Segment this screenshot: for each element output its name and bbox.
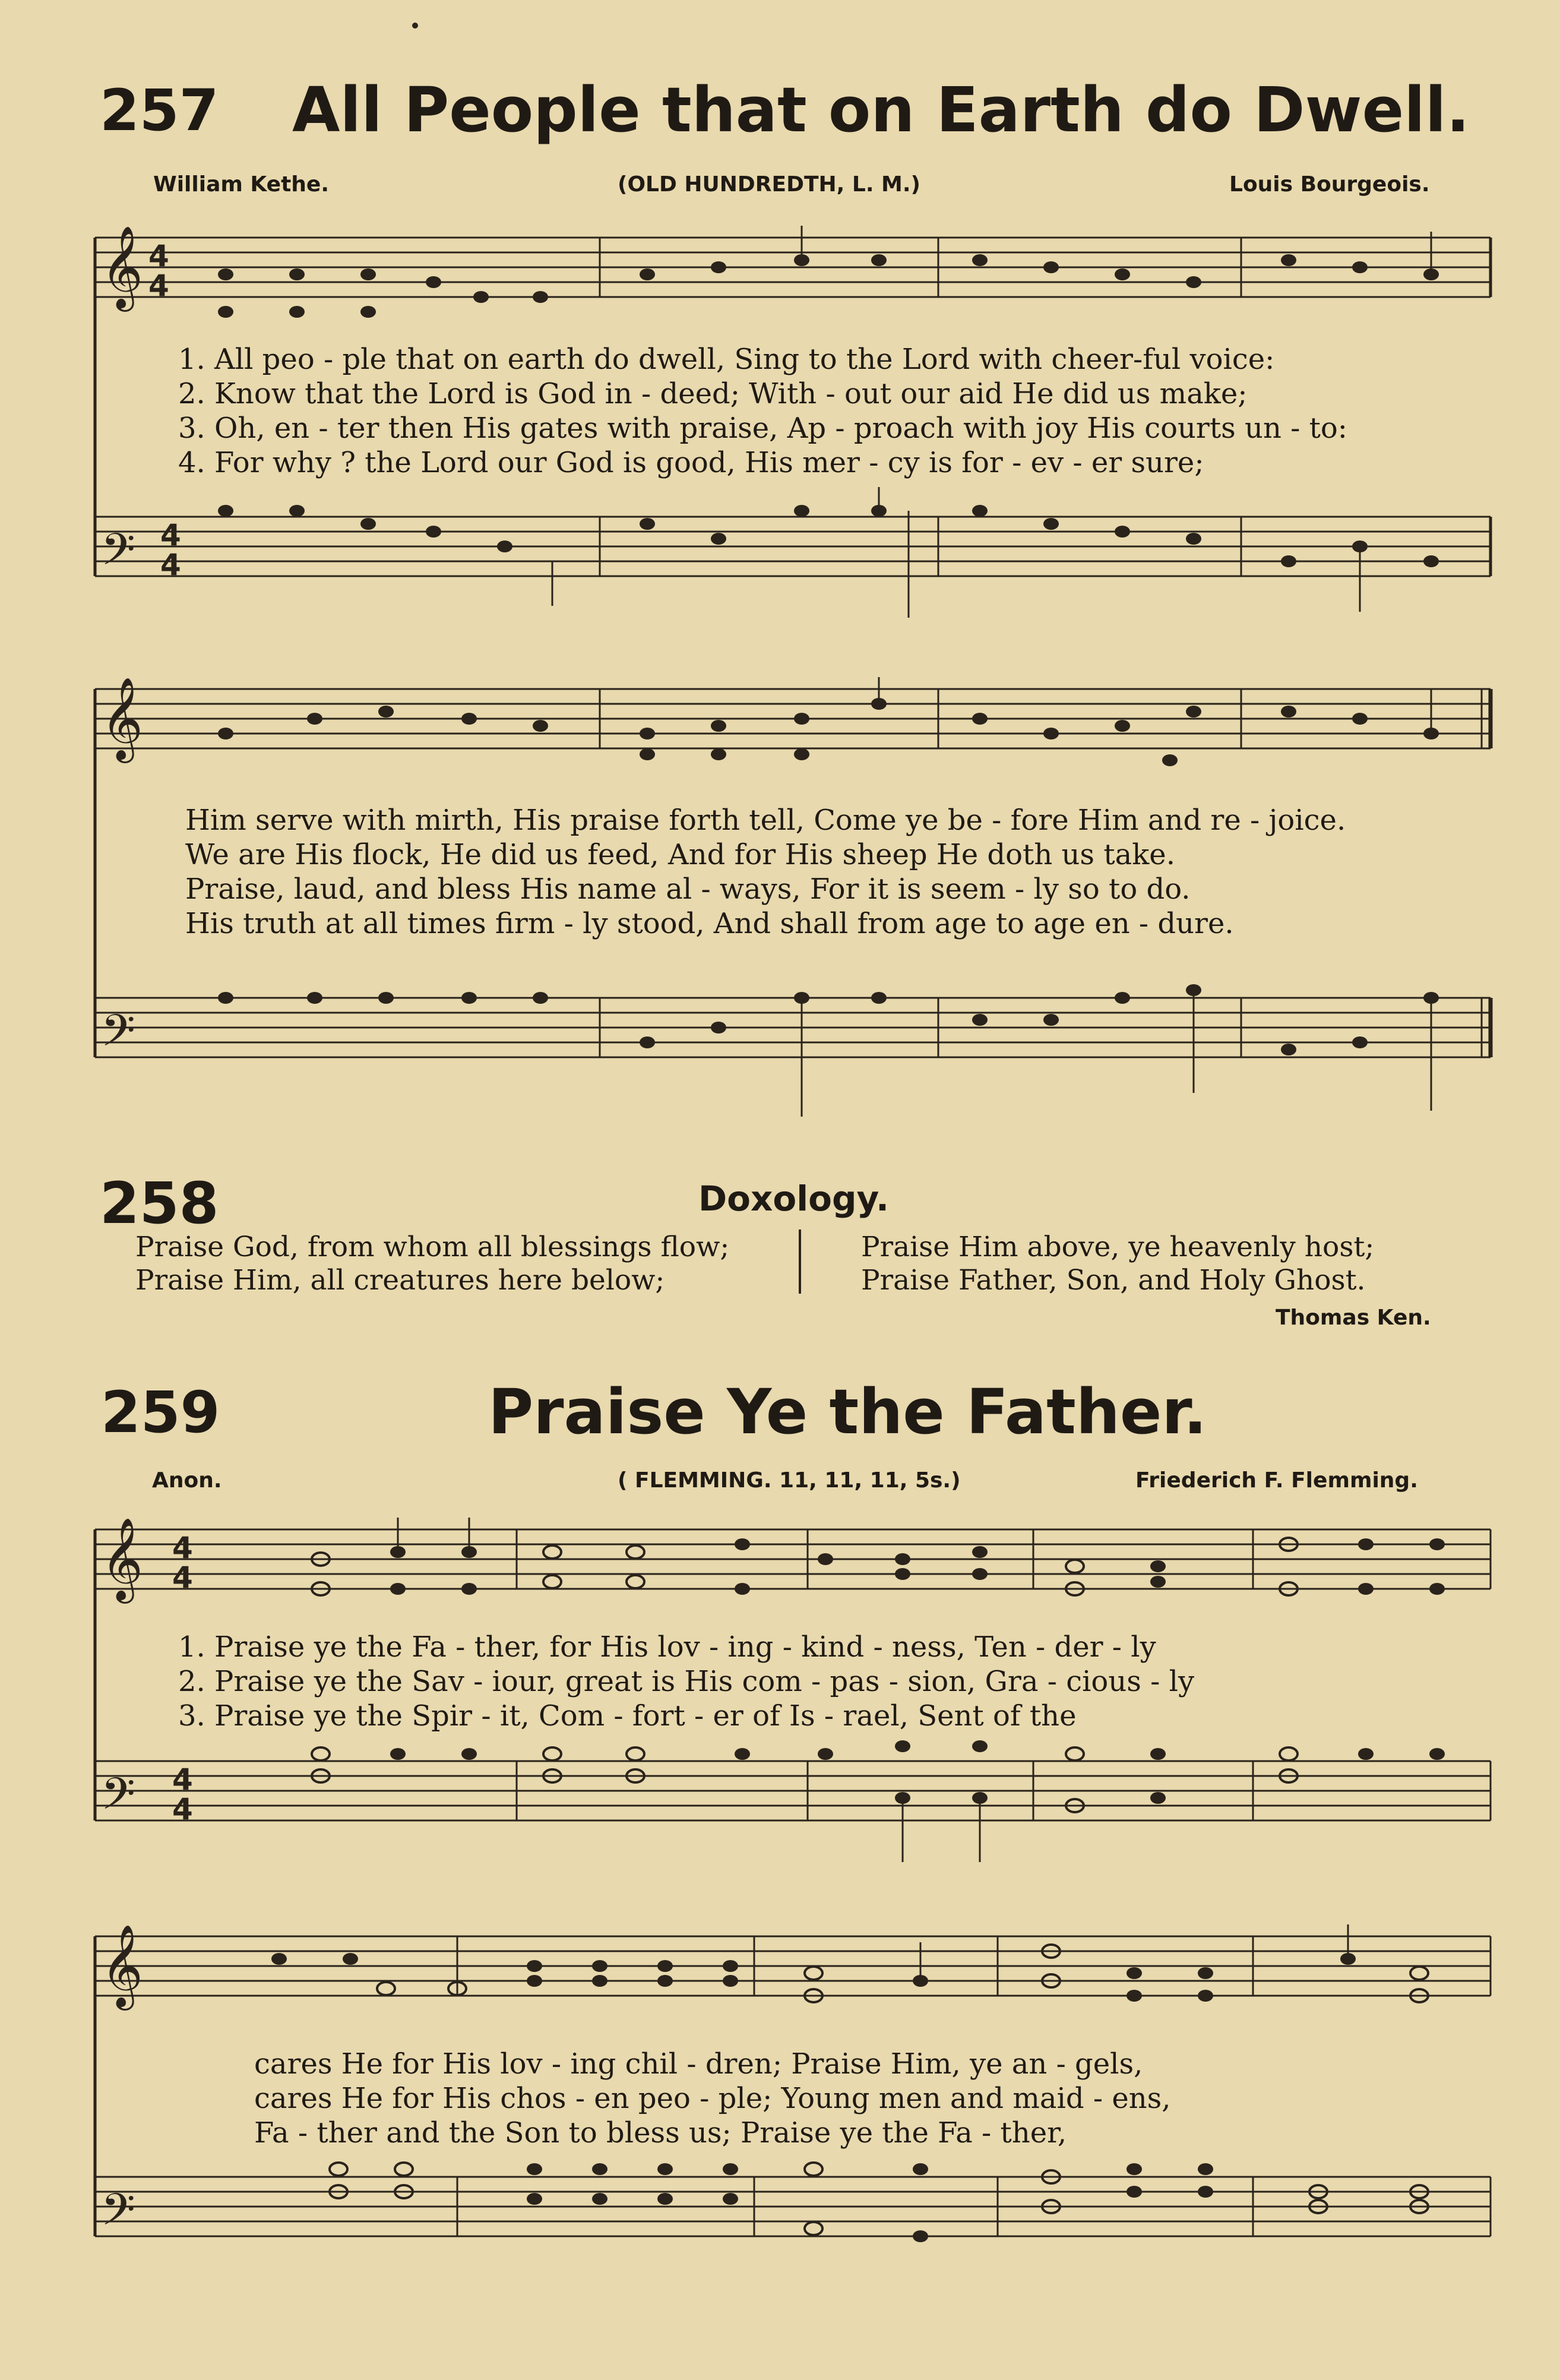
doxology-right: [861, 1231, 1374, 1297]
verse-line: Fa - ther and the Son to bless us; Praise ye the Fa - ther,: [254, 2116, 1067, 2150]
verse-line: 2. Praise ye the Sav - iour, great is His com - pas - sion, Gra - cious - ly: [178, 1665, 1195, 1698]
verse-line: 3. Praise ye the Spir - it, Com - fort - er of Is - rael, Sent of the: [178, 1699, 1077, 1733]
verse-lines-2: [185, 803, 1346, 941]
verse-line: 1. All peo - ple that on earth do dwell, Sing to the Lord with cheer-ful voice:: [178, 343, 1275, 376]
hymn-number: 257: [100, 77, 219, 144]
doxology-line: Praise Father, Son, and Holy Ghost.: [861, 1264, 1366, 1297]
verse-line: cares He for His chos - en peo - ple; Young men and maid - ens,: [254, 2082, 1171, 2115]
svg-text:𝄞: 𝄞: [101, 1924, 143, 2007]
verse-line: 4. For why ? the Lord our God is good, His mer - cy is for - ev - er sure;: [178, 446, 1204, 479]
svg-text:𝄞: 𝄞: [101, 226, 143, 308]
hymn-number: 259: [101, 1379, 220, 1446]
hymn-tune: (OLD HUNDREDTH, L. M.): [618, 172, 920, 197]
doxology-left: [135, 1231, 729, 1297]
svg-text:4: 4: [160, 548, 181, 582]
hymn-author: Thomas Ken.: [1276, 1306, 1431, 1330]
hymn-title: Doxology.: [698, 1178, 890, 1219]
verse-line: 2. Know that the Lord is God in - deed; With - out our aid He did us make;: [178, 377, 1248, 410]
verse-lines-4: [254, 2047, 1171, 2150]
svg-text:𝄞: 𝄞: [101, 1518, 143, 1600]
hymn-tune: ( FLEMMING. 11, 11, 11, 5s.): [618, 1468, 961, 1493]
doxology-line: Praise God, from whom all blessings flow;: [135, 1231, 730, 1263]
hymn-author: William Kethe.: [153, 172, 330, 197]
svg-text:4: 4: [172, 1531, 193, 1565]
verse-line: We are His flock, He did us feed, And for His sheep He doth us take.: [185, 838, 1175, 871]
verse-line: 1. Praise ye the Fa - ther, for His lov - ing - kind - ness, Ten - der - ly: [178, 1630, 1156, 1664]
verse-line: cares He for His lov - ing chil - dren; Praise Him, ye an - gels,: [254, 2047, 1143, 2081]
hymn-composer: Louis Bourgeois.: [1229, 172, 1430, 197]
doxology-line: Praise Him, all creatures here below;: [135, 1264, 665, 1297]
hymn-number: 258: [100, 1170, 219, 1237]
svg-text:𝄢: 𝄢: [101, 2184, 135, 2246]
hymn-title: All People that on Earth do Dwell.: [292, 74, 1470, 146]
verse-line: 3. Oh, en - ter then His gates with praise, Ap - proach with joy His courts un - to:: [178, 412, 1347, 445]
svg-text:𝄢: 𝄢: [101, 524, 135, 586]
svg-text:4: 4: [148, 239, 169, 273]
page-mark: [412, 23, 418, 29]
hymn-author: Anon.: [152, 1468, 222, 1493]
hymn-title: Praise Ye the Father.: [488, 1376, 1207, 1448]
verse-line: His truth at all times firm - ly stood, And shall from age to age en - dure.: [185, 907, 1234, 940]
verse-line: Praise, laud, and bless His name al - ways, For it is seem - ly so to do.: [185, 873, 1191, 906]
svg-text:𝄢: 𝄢: [101, 1005, 135, 1067]
svg-text:𝄞: 𝄞: [101, 677, 143, 760]
svg-text:4: 4: [172, 1762, 193, 1797]
verse-line: Him serve with mirth, His praise forth tell, Come ye be - fore Him and re - joice.: [185, 804, 1346, 837]
svg-text:4: 4: [172, 1560, 193, 1595]
verse-lines-1: [178, 342, 1347, 480]
column-divider: [799, 1229, 801, 1294]
verse-lines-3: [178, 1630, 1194, 1733]
svg-text:4: 4: [172, 1792, 193, 1826]
doxology-line: Praise Him above, ye heavenly host;: [861, 1231, 1375, 1263]
hymn-composer: Friederich F. Flemming.: [1135, 1468, 1418, 1493]
svg-text:4: 4: [148, 268, 169, 303]
svg-text:𝄢: 𝄢: [101, 1768, 135, 1831]
svg-text:4: 4: [160, 518, 181, 552]
